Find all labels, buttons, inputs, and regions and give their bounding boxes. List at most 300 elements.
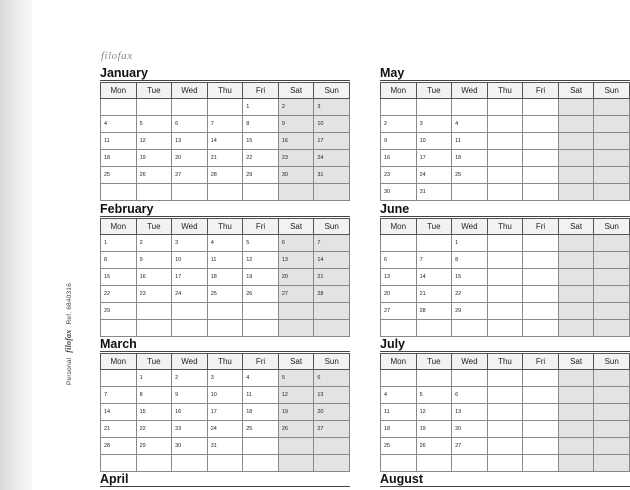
day-cell <box>523 269 559 286</box>
day-cell: 28 <box>416 303 452 320</box>
day-cell: 25 <box>381 438 417 455</box>
day-cell <box>558 387 594 404</box>
day-cell <box>594 303 630 320</box>
weekday-header-fri: Fri <box>523 354 559 370</box>
day-cell: 2 <box>381 116 417 133</box>
day-cell: 1 <box>452 235 488 252</box>
day-cell <box>416 370 452 387</box>
day-cell <box>487 167 523 184</box>
day-cell: 8 <box>136 387 172 404</box>
calendar-table-july <box>380 353 630 472</box>
day-cell: 6 <box>314 370 350 387</box>
week-row <box>101 455 350 472</box>
side-prefix: Personal <box>66 357 73 385</box>
week-row <box>381 286 630 303</box>
day-cell <box>452 184 488 201</box>
day-cell: 25 <box>452 167 488 184</box>
weekday-header-sat: Sat <box>278 219 314 235</box>
day-cell: 26 <box>416 438 452 455</box>
day-cell: 27 <box>172 167 208 184</box>
day-cell <box>523 455 559 472</box>
day-cell: 6 <box>172 116 208 133</box>
day-cell <box>487 303 523 320</box>
day-cell: 17 <box>172 269 208 286</box>
day-cell <box>558 455 594 472</box>
day-cell: 4 <box>381 387 417 404</box>
day-cell: 29 <box>136 438 172 455</box>
weekday-header-thu: Thu <box>207 354 243 370</box>
day-cell <box>243 320 279 337</box>
day-cell <box>172 99 208 116</box>
week-row <box>381 99 630 116</box>
day-cell: 12 <box>278 387 314 404</box>
day-cell: 15 <box>136 404 172 421</box>
day-cell <box>487 184 523 201</box>
day-cell <box>487 438 523 455</box>
day-cell <box>452 370 488 387</box>
day-cell <box>594 370 630 387</box>
weekday-header-tue: Tue <box>416 83 452 99</box>
day-cell <box>558 438 594 455</box>
day-cell <box>558 167 594 184</box>
day-cell <box>101 370 137 387</box>
day-cell <box>381 235 417 252</box>
side-brand: filofax <box>64 329 73 353</box>
day-cell <box>594 455 630 472</box>
day-cell: 23 <box>172 421 208 438</box>
week-row <box>101 303 350 320</box>
day-cell: 9 <box>381 133 417 150</box>
weekday-header-fri: Fri <box>523 219 559 235</box>
day-cell <box>136 320 172 337</box>
day-cell: 1 <box>243 99 279 116</box>
day-cell <box>172 320 208 337</box>
week-row <box>381 421 630 438</box>
week-row <box>381 269 630 286</box>
day-cell <box>136 455 172 472</box>
month-title-may: May <box>380 66 405 80</box>
day-cell <box>172 455 208 472</box>
day-cell <box>207 99 243 116</box>
day-cell <box>101 99 137 116</box>
day-cell: 12 <box>243 252 279 269</box>
day-cell: 28 <box>101 438 137 455</box>
day-cell <box>314 438 350 455</box>
day-cell <box>523 370 559 387</box>
day-cell: 24 <box>207 421 243 438</box>
day-cell <box>487 370 523 387</box>
week-row <box>101 184 350 201</box>
day-cell <box>487 252 523 269</box>
day-cell <box>314 184 350 201</box>
day-cell <box>594 387 630 404</box>
day-cell <box>594 235 630 252</box>
day-cell: 13 <box>314 387 350 404</box>
day-cell: 21 <box>101 421 137 438</box>
day-cell <box>594 421 630 438</box>
day-cell: 17 <box>416 150 452 167</box>
day-cell: 20 <box>381 286 417 303</box>
day-cell <box>594 252 630 269</box>
day-cell <box>136 184 172 201</box>
day-cell <box>523 286 559 303</box>
day-cell: 7 <box>314 235 350 252</box>
week-row <box>101 438 350 455</box>
day-cell <box>558 150 594 167</box>
day-cell: 10 <box>172 252 208 269</box>
day-cell: 22 <box>101 286 137 303</box>
day-cell <box>314 455 350 472</box>
day-cell <box>487 404 523 421</box>
day-cell: 8 <box>452 252 488 269</box>
day-cell: 19 <box>416 421 452 438</box>
day-cell: 30 <box>172 438 208 455</box>
day-cell: 27 <box>381 303 417 320</box>
weekday-header-tue: Tue <box>416 354 452 370</box>
weekday-header-thu: Thu <box>207 219 243 235</box>
day-cell: 18 <box>101 150 137 167</box>
month-title-march: March <box>100 337 137 351</box>
week-row <box>101 370 350 387</box>
side-reference-text <box>64 283 73 385</box>
weekday-header-fri: Fri <box>243 354 279 370</box>
day-cell: 27 <box>452 438 488 455</box>
day-cell: 10 <box>207 387 243 404</box>
day-cell: 13 <box>278 252 314 269</box>
week-row <box>101 133 350 150</box>
day-cell <box>101 320 137 337</box>
day-cell <box>207 303 243 320</box>
weekday-header-wed: Wed <box>172 83 208 99</box>
day-cell: 12 <box>416 404 452 421</box>
weekday-header-wed: Wed <box>452 83 488 99</box>
day-cell: 23 <box>136 286 172 303</box>
day-cell: 11 <box>452 133 488 150</box>
day-cell <box>278 184 314 201</box>
day-cell <box>487 235 523 252</box>
day-cell <box>523 421 559 438</box>
calendar-table-may <box>380 82 630 201</box>
weekday-header-mon: Mon <box>381 354 417 370</box>
day-cell <box>487 99 523 116</box>
month-title-rule <box>380 80 630 81</box>
day-cell <box>558 252 594 269</box>
day-cell: 27 <box>314 421 350 438</box>
day-cell: 7 <box>416 252 452 269</box>
day-cell: 16 <box>381 150 417 167</box>
calendar-table-february <box>100 218 350 337</box>
day-cell: 23 <box>381 167 417 184</box>
day-cell: 8 <box>101 252 137 269</box>
weekday-header-wed: Wed <box>452 219 488 235</box>
day-cell: 8 <box>243 116 279 133</box>
day-cell: 31 <box>207 438 243 455</box>
day-cell: 5 <box>136 116 172 133</box>
weekday-header-mon: Mon <box>101 354 137 370</box>
day-cell <box>558 269 594 286</box>
week-row <box>381 370 630 387</box>
day-cell <box>487 150 523 167</box>
day-cell: 16 <box>172 404 208 421</box>
day-cell: 16 <box>136 269 172 286</box>
day-cell <box>523 252 559 269</box>
day-cell <box>558 370 594 387</box>
day-cell: 23 <box>278 150 314 167</box>
week-row <box>381 320 630 337</box>
day-cell: 20 <box>278 269 314 286</box>
day-cell: 21 <box>416 286 452 303</box>
day-cell <box>416 99 452 116</box>
day-cell: 31 <box>314 167 350 184</box>
day-cell: 4 <box>101 116 137 133</box>
day-cell <box>487 286 523 303</box>
day-cell: 3 <box>416 116 452 133</box>
day-cell <box>207 184 243 201</box>
day-cell <box>452 455 488 472</box>
day-cell: 25 <box>101 167 137 184</box>
day-cell: 9 <box>278 116 314 133</box>
weekday-header-thu: Thu <box>487 219 523 235</box>
week-row <box>381 235 630 252</box>
day-cell: 15 <box>101 269 137 286</box>
day-cell <box>594 286 630 303</box>
day-cell <box>594 320 630 337</box>
day-cell <box>487 421 523 438</box>
day-cell <box>523 116 559 133</box>
day-cell: 9 <box>136 252 172 269</box>
weekday-header-sun: Sun <box>314 83 350 99</box>
month-title-january: January <box>100 66 148 80</box>
day-cell: 22 <box>243 150 279 167</box>
week-row <box>101 150 350 167</box>
day-cell: 30 <box>381 184 417 201</box>
day-cell <box>523 387 559 404</box>
day-cell <box>487 387 523 404</box>
calendar-table-june <box>380 218 630 337</box>
day-cell: 4 <box>452 116 488 133</box>
day-cell: 1 <box>136 370 172 387</box>
weekday-header-mon: Mon <box>101 83 137 99</box>
day-cell: 29 <box>243 167 279 184</box>
day-cell <box>278 455 314 472</box>
day-cell <box>594 99 630 116</box>
day-cell: 10 <box>416 133 452 150</box>
weekday-header-sun: Sun <box>314 219 350 235</box>
day-cell <box>594 133 630 150</box>
day-cell <box>207 320 243 337</box>
day-cell: 9 <box>172 387 208 404</box>
day-cell <box>523 99 559 116</box>
day-cell <box>101 184 137 201</box>
day-cell: 19 <box>243 269 279 286</box>
day-cell: 24 <box>172 286 208 303</box>
day-cell <box>594 404 630 421</box>
day-cell <box>487 455 523 472</box>
day-cell <box>487 269 523 286</box>
day-cell <box>243 303 279 320</box>
day-cell <box>558 235 594 252</box>
day-cell <box>381 320 417 337</box>
day-cell: 3 <box>207 370 243 387</box>
weekday-header-sat: Sat <box>278 83 314 99</box>
day-cell: 19 <box>278 404 314 421</box>
day-cell: 2 <box>278 99 314 116</box>
day-cell: 21 <box>314 269 350 286</box>
day-cell: 20 <box>314 404 350 421</box>
day-cell: 3 <box>172 235 208 252</box>
day-cell <box>172 184 208 201</box>
month-title-july: July <box>380 337 406 351</box>
day-cell: 21 <box>207 150 243 167</box>
day-cell: 22 <box>136 421 172 438</box>
weekday-header-fri: Fri <box>243 83 279 99</box>
week-row <box>381 455 630 472</box>
day-cell: 28 <box>207 167 243 184</box>
day-cell: 16 <box>278 133 314 150</box>
week-row <box>381 133 630 150</box>
day-cell: 14 <box>207 133 243 150</box>
weekday-header-mon: Mon <box>381 83 417 99</box>
day-cell <box>487 320 523 337</box>
day-cell <box>136 303 172 320</box>
weekday-header-fri: Fri <box>243 219 279 235</box>
day-cell <box>207 455 243 472</box>
day-cell <box>278 303 314 320</box>
day-cell <box>558 99 594 116</box>
calendar-table-march <box>100 353 350 472</box>
binder-shadow <box>0 0 32 490</box>
day-cell <box>594 150 630 167</box>
day-cell: 3 <box>314 99 350 116</box>
month-title-rule <box>380 486 630 487</box>
weekday-header-thu: Thu <box>207 83 243 99</box>
month-title-june: June <box>380 202 410 216</box>
day-cell: 24 <box>416 167 452 184</box>
weekday-header-tue: Tue <box>136 83 172 99</box>
day-cell: 24 <box>314 150 350 167</box>
day-cell <box>523 320 559 337</box>
day-cell <box>523 167 559 184</box>
day-cell: 18 <box>207 269 243 286</box>
week-row <box>101 116 350 133</box>
day-cell: 5 <box>278 370 314 387</box>
day-cell <box>523 303 559 320</box>
calendar-table-january <box>100 82 350 201</box>
day-cell: 29 <box>101 303 137 320</box>
day-cell <box>523 438 559 455</box>
day-cell <box>558 133 594 150</box>
day-cell <box>243 455 279 472</box>
day-cell <box>101 455 137 472</box>
day-cell: 13 <box>172 133 208 150</box>
month-title-april: April <box>100 472 129 486</box>
day-cell: 26 <box>243 286 279 303</box>
week-row <box>101 320 350 337</box>
day-cell: 31 <box>416 184 452 201</box>
weekday-header-mon: Mon <box>101 219 137 235</box>
day-cell: 18 <box>452 150 488 167</box>
week-row <box>101 286 350 303</box>
day-cell: 19 <box>136 150 172 167</box>
weekday-header-tue: Tue <box>136 219 172 235</box>
day-cell: 12 <box>136 133 172 150</box>
day-cell: 7 <box>207 116 243 133</box>
weekday-header-sat: Sat <box>558 219 594 235</box>
day-cell <box>523 235 559 252</box>
day-cell: 25 <box>243 421 279 438</box>
day-cell: 11 <box>207 252 243 269</box>
day-cell: 28 <box>314 286 350 303</box>
day-cell <box>558 404 594 421</box>
week-row <box>101 404 350 421</box>
day-cell: 2 <box>136 235 172 252</box>
day-cell: 10 <box>314 116 350 133</box>
day-cell: 29 <box>452 303 488 320</box>
day-cell <box>381 99 417 116</box>
weekday-header-tue: Tue <box>416 219 452 235</box>
day-cell <box>381 370 417 387</box>
weekday-header-sat: Sat <box>278 354 314 370</box>
day-cell <box>314 303 350 320</box>
day-cell <box>278 320 314 337</box>
day-cell: 20 <box>452 421 488 438</box>
day-cell <box>278 438 314 455</box>
day-cell: 5 <box>243 235 279 252</box>
day-cell <box>416 455 452 472</box>
day-cell: 11 <box>101 133 137 150</box>
week-row <box>381 116 630 133</box>
day-cell: 13 <box>381 269 417 286</box>
day-cell: 1 <box>101 235 137 252</box>
day-cell <box>523 133 559 150</box>
day-cell <box>558 286 594 303</box>
day-cell: 22 <box>452 286 488 303</box>
day-cell <box>594 269 630 286</box>
weekday-header-sat: Sat <box>558 354 594 370</box>
week-row <box>381 404 630 421</box>
day-cell <box>452 99 488 116</box>
day-cell <box>558 116 594 133</box>
day-cell <box>594 167 630 184</box>
weekday-header-tue: Tue <box>136 354 172 370</box>
day-cell <box>243 438 279 455</box>
day-cell <box>487 133 523 150</box>
day-cell: 14 <box>101 404 137 421</box>
week-row <box>381 303 630 320</box>
day-cell: 18 <box>381 421 417 438</box>
day-cell: 11 <box>243 387 279 404</box>
month-title-rule <box>100 80 350 81</box>
month-title-august: August <box>380 472 424 486</box>
day-cell: 5 <box>416 387 452 404</box>
day-cell: 11 <box>381 404 417 421</box>
day-cell: 14 <box>314 252 350 269</box>
month-title-rule <box>380 351 630 352</box>
weekday-header-sun: Sun <box>594 219 630 235</box>
day-cell <box>523 184 559 201</box>
weekday-header-mon: Mon <box>381 219 417 235</box>
filofax-logo: filofax <box>101 50 133 62</box>
day-cell: 4 <box>243 370 279 387</box>
week-row <box>381 150 630 167</box>
month-title-rule <box>380 216 630 217</box>
day-cell: 15 <box>452 269 488 286</box>
day-cell <box>558 320 594 337</box>
week-row <box>381 167 630 184</box>
day-cell: 6 <box>452 387 488 404</box>
day-cell <box>314 320 350 337</box>
day-cell <box>136 99 172 116</box>
